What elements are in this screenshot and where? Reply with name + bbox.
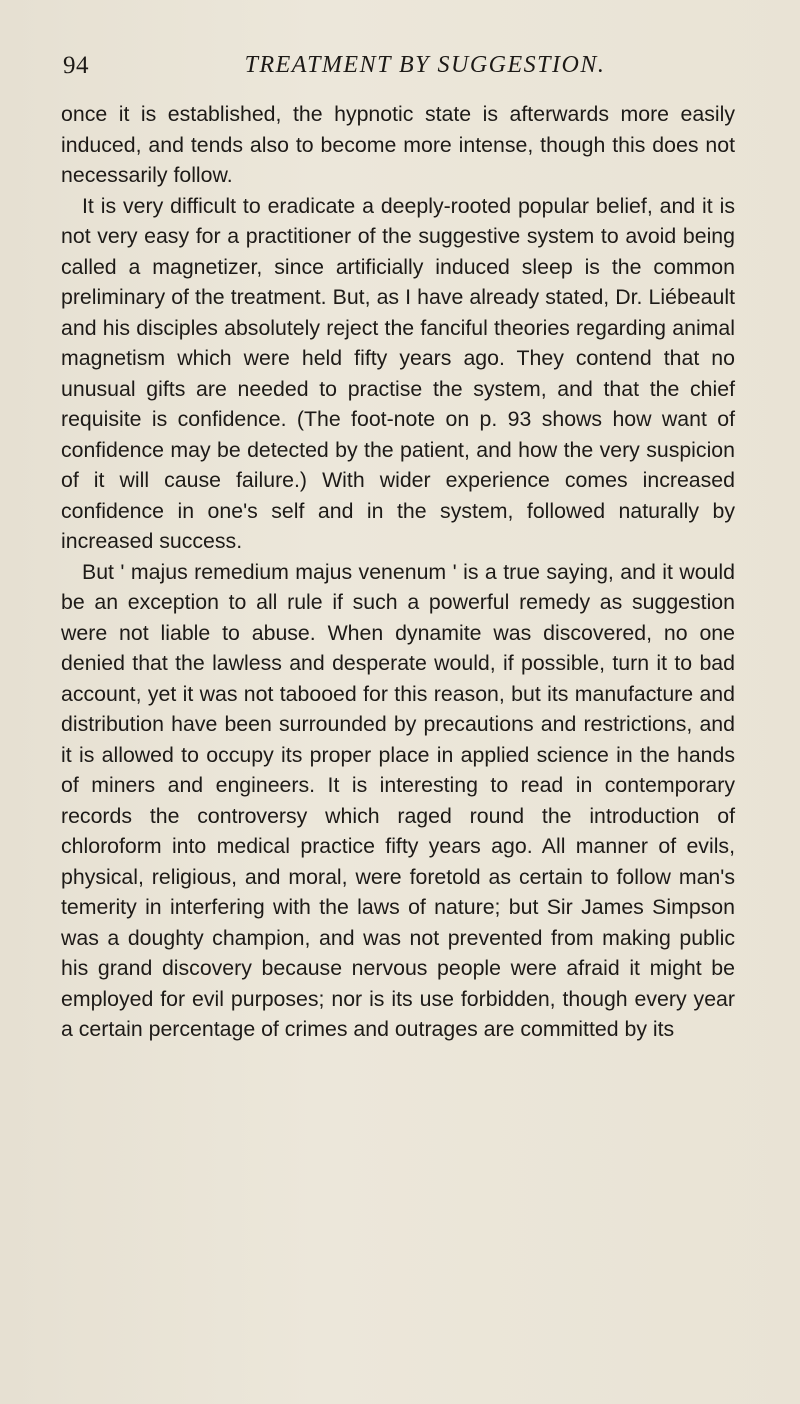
page-number: 94 [63, 52, 89, 79]
paragraph-magnetism: It is very difficult to eradicate a deeply-rooted popular belief, and it is not very easy for a practitioner of the suggestive system to avoid being called a magnetizer, since artificially induced sleep is the common preliminary of the treatment. But, as I have already stated, Dr. Liébeault and his disciples absolutely reject the fanciful theories regarding animal magnetism which were held fifty years ago. They contend that no unusual gifts are needed to practise the system, and that the chief requisite is confidence. (The foot-note on p. 93 shows how want of confidence may be detected by the patient, and how the very suspicion of it will cause failure.) With wider experience comes increased confidence in one's self and in the system, followed naturally by increased success. [61, 193, 735, 553]
body-text [61, 99, 735, 1045]
page-header [60, 52, 750, 84]
running-head: TREATMENT BY SUGGESTION. [244, 52, 606, 78]
paragraph-continuation: once it is established, the hypnotic state is afterwards more easily induced, and tends also to become more intense, though this does not necessarily follow. [61, 102, 735, 187]
paragraph-abuse: But ' majus remedium majus venenum ' is a true saying, and it would be an exception to all rule if such a powerful remedy as suggestion were not liable to abuse. When dynamite was discovered, no one denied that the lawless and desperate would, if possible, turn it to bad account, yet it was not tabooed for this reason, but its manufacture and distribution have been surrounded by precautions and restrictions, and it is allowed to occupy its proper place in applied science in the hands of miners and engineers. It is interesting to read in contemporary records the controversy which raged round the introduction of chloroform into medical practice fifty years ago. All manner of evils, physical, religious, and moral, were foretold as certain to follow man's temerity in interfering with the laws of nature; but Sir James Simpson was a doughty champion, and was not prevented from making public his grand discovery because nervous people were afraid it might be employed for evil purposes; nor is its use forbidden, though every year a certain percentage of crimes and outrages are committed by its [61, 559, 735, 1041]
